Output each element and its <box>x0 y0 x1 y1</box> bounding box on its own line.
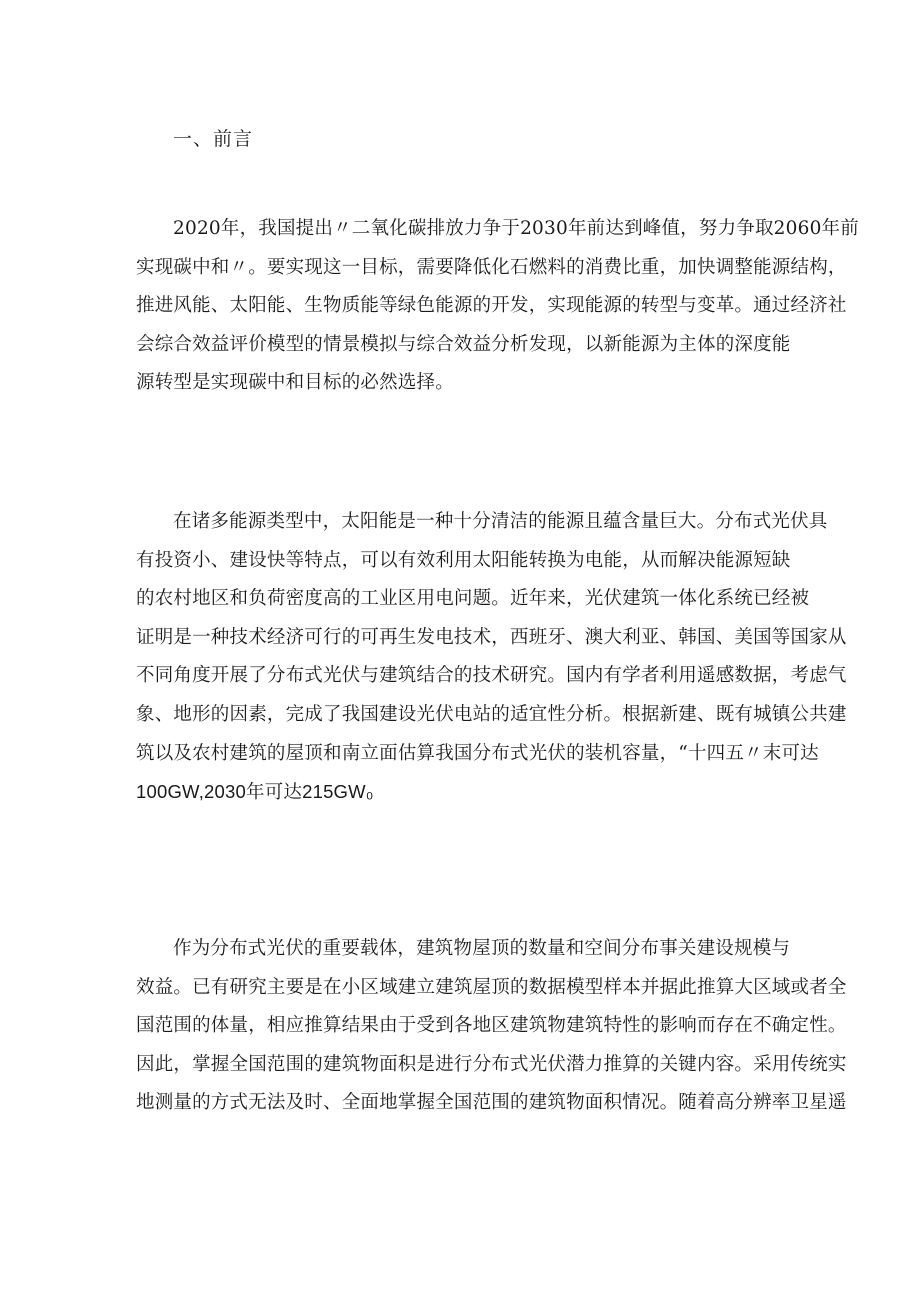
paragraph-2-line: 在诸多能源类型中，太阳能是一种十分清洁的能源且蕴含量巨大。分布式光伏具 <box>173 511 828 532</box>
paragraph-1-line: 2020年，我国提出〃二氧化碳排放力争于2030年前达到峰值，努力争取2060年前 <box>173 218 859 239</box>
paragraph-2-line: 证明是一种技术经济可行的可再生发电技术，西班牙、澳大利亚、韩国、美国等国家从 <box>136 626 847 648</box>
paragraph-3 <box>136 930 847 1123</box>
paragraph-3-line: 因此，掌握全国范围的建筑物面积是进行分布式光伏潜力推算的关键内容。采用传统实 <box>136 1053 847 1075</box>
paragraph-2-line: 不同角度开展了分布式光伏与建筑结合的技术研究。国内有学者利用遥感数据，考虑气 <box>136 665 847 687</box>
paragraph-2-line: 100GW,2030年可达215GW₀ <box>136 781 374 803</box>
paragraph-2-line: 有投资小、建设快等特点，可以有效利用太阳能转换为电能，从而解决能源短缺 <box>136 549 791 571</box>
paragraph-3-line: 国范围的体量，相应推算结果由于受到各地区建筑物建筑特性的影响而存在不确定性。 <box>136 1015 847 1037</box>
paragraph-1 <box>136 210 859 403</box>
section-heading: 一、前言 <box>173 128 254 150</box>
paragraph-3-line: 地测量的方式无法及时、全面地掌握全国范围的建筑物面积情况。随着高分辨率卫星遥 <box>136 1092 847 1114</box>
paragraph-1-line: 实现碳中和〃。要实现这一目标，需要降低化石燃料的消费比重，加快调整能源结构， <box>136 256 847 278</box>
paragraph-2-line: 的农村地区和负荷密度高的工业区用电问题。近年来，光伏建筑一体化系统已经被 <box>136 588 810 610</box>
paragraph-3-line: 效益。已有研究主要是在小区域建立建筑屋顶的数据模型样本并据此推算大区域或者全 <box>136 976 847 998</box>
paragraph-2 <box>136 503 847 812</box>
paragraph-2-line: 筑以及农村建筑的屋顶和南立面估算我国分布式光伏的装机容量，“十四五〃末可达 <box>136 742 819 764</box>
paragraph-2-line: 象、地形的因素，完成了我国建设光伏电站的适宜性分析。根据新建、既有城镇公共建 <box>136 703 847 725</box>
paragraph-1-line: 会综合效益评价模型的情景模拟与综合效益分析发现，以新能源为主体的深度能 <box>136 333 791 355</box>
paragraph-1-line: 推进风能、太阳能、生物质能等绿色能源的开发，实现能源的转型与变革。通过经济社 <box>136 295 847 317</box>
paragraph-3-line: 作为分布式光伏的重要载体，建筑物屋顶的数量和空间分布事关建设规模与 <box>173 938 791 959</box>
paragraph-1-line: 源转型是实现碳中和目标的必然选择。 <box>136 372 454 394</box>
